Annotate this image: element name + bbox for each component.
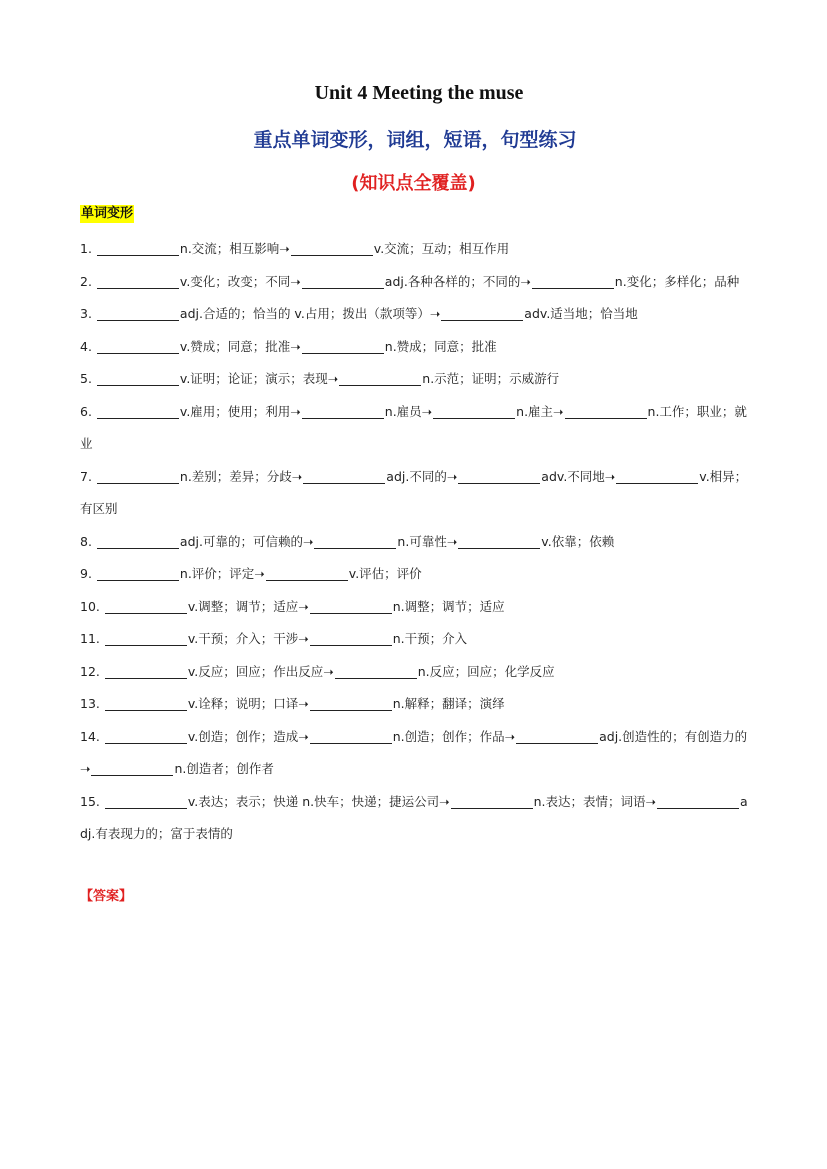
item-definition: adj.合适的；恰当的 v.占用；拨出（款项等）➝ [179, 306, 441, 321]
answer-blank[interactable] [335, 664, 417, 679]
answer-blank[interactable] [302, 274, 384, 289]
item-number: 7. [80, 468, 96, 484]
answer-blank[interactable] [97, 469, 179, 484]
item-definition: n.表达；表情；词语➝ [533, 793, 656, 809]
answer-blank[interactable] [310, 599, 392, 614]
exercise-item [80, 558, 752, 591]
answer-blank[interactable] [302, 404, 384, 419]
item-number: 15. [80, 793, 104, 809]
item-definition: n.赞成；同意；批准 [384, 338, 497, 354]
answer-blank[interactable] [451, 794, 533, 809]
exercise-item [80, 721, 752, 786]
item-number: 9. [80, 566, 96, 581]
answer-blank[interactable] [310, 729, 392, 744]
item-definition: n.交流；相互影响➝ [179, 241, 290, 256]
exercise-item [80, 298, 752, 331]
item-definition: n.解释；翻译；演绎 [392, 696, 505, 711]
item-number: 13. [80, 696, 104, 711]
item-definition: n.雇员➝ [384, 403, 433, 419]
item-definition: adj.不同的➝ [386, 468, 458, 484]
item-number: 14. [80, 728, 104, 744]
answer-blank[interactable] [97, 404, 179, 419]
answer-blank[interactable] [441, 306, 523, 321]
answer-label: 【答案】 [80, 889, 133, 904]
answer-blank[interactable] [105, 664, 187, 679]
exercise-item [80, 233, 752, 266]
answer-blank[interactable] [458, 534, 540, 549]
item-definition: v.依靠；依赖 [541, 533, 615, 549]
answer-blank[interactable] [97, 566, 179, 581]
item-definition: adj.有表现力的；富于表情的 [80, 793, 748, 841]
item-definition: n.示范；证明；示威游行 [422, 371, 560, 386]
item-definition: n.雇主➝ [516, 403, 564, 419]
exercise-list [80, 233, 752, 851]
item-number: 4. [80, 338, 96, 354]
answer-blank[interactable] [532, 274, 614, 289]
answer-blank[interactable] [314, 534, 396, 549]
coverage-note: (知识点全覆盖) [351, 173, 476, 194]
answer-blank[interactable] [657, 794, 739, 809]
item-definition: v.创造；创作；造成➝ [187, 728, 309, 744]
item-number: 2. [80, 273, 96, 289]
exercise-item [80, 656, 752, 689]
item-definition: v.证明；论证；演示；表现➝ [179, 371, 339, 386]
answer-blank[interactable] [97, 534, 179, 549]
exercise-item [80, 623, 752, 656]
item-definition: adj.创造性的；有创造力的➝ [80, 728, 748, 776]
section-label-word-forms: 单词变形 [81, 206, 134, 221]
answer-blank[interactable] [433, 404, 515, 419]
item-definition: v.相异；有区别 [80, 468, 748, 516]
answer-blank[interactable] [105, 631, 187, 646]
exercise-item [80, 688, 752, 721]
item-definition: adv.适当地；恰当地 [524, 306, 638, 321]
item-definition: v.表达；表示；快递 n.快车；快递；捷运公司➝ [187, 793, 450, 809]
item-definition: adv.不同地➝ [541, 468, 616, 484]
item-definition: n.调整；调节；适应 [392, 598, 505, 614]
answer-blank[interactable] [91, 761, 173, 776]
exercise-item [80, 396, 752, 461]
page-title: Unit 4 Meeting the muse [314, 82, 524, 104]
item-number: 12. [80, 663, 104, 679]
answer-blank[interactable] [339, 371, 421, 386]
answer-blank[interactable] [97, 274, 179, 289]
item-definition: n.变化；多样化；品种 [614, 273, 740, 289]
answer-blank[interactable] [97, 371, 179, 386]
answer-blank[interactable] [616, 469, 698, 484]
item-number: 6. [80, 403, 96, 419]
item-definition: n.创造；创作；作品➝ [392, 728, 516, 744]
exercise-item [80, 461, 752, 526]
item-definition: n.干预；介入 [392, 631, 468, 646]
answer-blank[interactable] [291, 241, 373, 256]
exercise-item [80, 526, 752, 559]
answer-blank[interactable] [303, 469, 385, 484]
answer-blank[interactable] [310, 631, 392, 646]
answer-blank[interactable] [105, 696, 187, 711]
item-definition: n.创造者；创作者 [174, 761, 274, 776]
exercise-item [80, 266, 752, 299]
item-definition: v.赞成；同意；批准➝ [179, 338, 301, 354]
answer-blank[interactable] [302, 339, 384, 354]
item-definition: v.评估；评价 [348, 566, 422, 581]
item-definition: n.可靠性➝ [397, 533, 458, 549]
item-definition: v.反应；回应；作出反应➝ [187, 663, 334, 679]
item-definition: adj.各种各样的；不同的➝ [384, 273, 531, 289]
exercise-item [80, 591, 752, 624]
exercise-item [80, 363, 752, 396]
answer-blank[interactable] [266, 566, 348, 581]
item-number: 10. [80, 598, 104, 614]
item-definition: n.工作；职业；就业 [80, 403, 747, 451]
item-definition: n.差别；差异；分歧➝ [179, 468, 303, 484]
item-definition: v.干预；介入；干涉➝ [187, 631, 309, 646]
exercise-item [80, 331, 752, 364]
item-number: 1. [80, 241, 96, 256]
exercise-item [80, 786, 752, 851]
item-number: 3. [80, 306, 96, 321]
answer-blank[interactable] [97, 241, 179, 256]
item-number: 8. [80, 533, 96, 549]
item-definition: n.评价；评定➝ [179, 566, 265, 581]
answer-blank[interactable] [105, 794, 187, 809]
item-definition: adj.可靠的；可信赖的➝ [179, 533, 314, 549]
item-definition: v.交流；互动；相互作用 [373, 241, 510, 256]
answer-blank[interactable] [105, 599, 187, 614]
answer-blank[interactable] [105, 729, 187, 744]
item-definition: n.反应；回应；化学反应 [417, 663, 555, 679]
answer-blank[interactable] [516, 729, 598, 744]
item-number: 11. [80, 631, 104, 646]
item-definition: v.诠释；说明；口译➝ [187, 696, 309, 711]
item-number: 5. [80, 371, 96, 386]
answer-blank[interactable] [310, 696, 392, 711]
answer-blank[interactable] [97, 339, 179, 354]
answer-blank[interactable] [458, 469, 540, 484]
item-definition: v.变化；改变；不同➝ [179, 273, 301, 289]
page-subtitle: 重点单词变形，词组，短语，句型练习 [253, 129, 577, 151]
item-definition: v.雇用；使用；利用➝ [179, 403, 301, 419]
answer-blank[interactable] [97, 306, 179, 321]
item-definition: v.调整；调节；适应➝ [187, 598, 309, 614]
answer-blank[interactable] [565, 404, 647, 419]
